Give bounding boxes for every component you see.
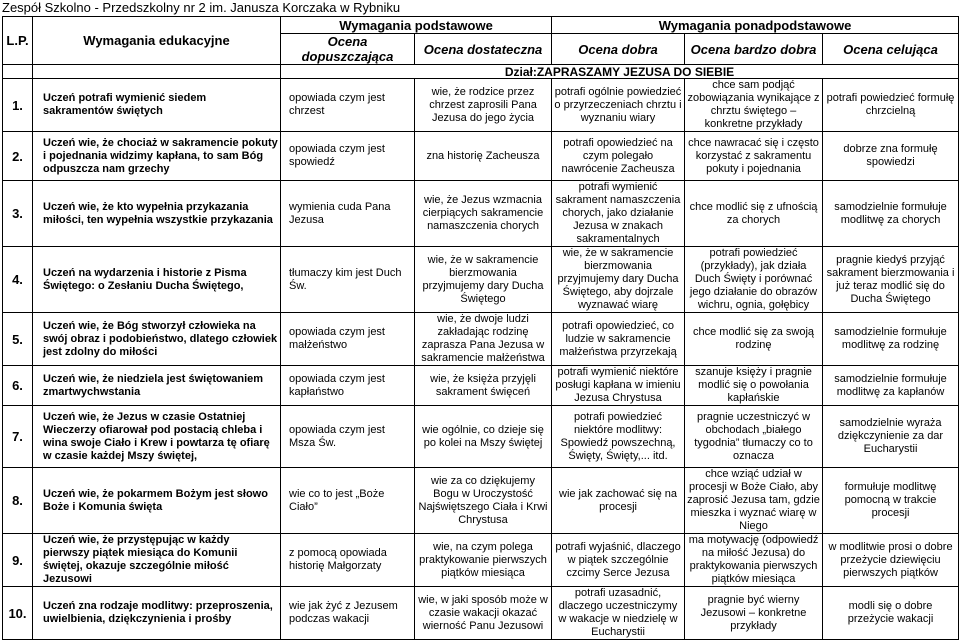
table-row: [3, 534, 959, 587]
requirement-text: Uczeń wie, że chociaż w sakramencie pokuty i pojednania widzimy kapłana, to sam Bóg odpuszcza nam grzechy: [33, 132, 281, 181]
grade-sufficient-text: opowiada czym jest małżeństwo: [281, 313, 415, 366]
lp-header: L.P.: [3, 17, 33, 65]
grade-very-good-text: ma motywację (odpowiedź na miłość Jezusa) do praktykowania pierwszych piątków miesiąca: [685, 534, 823, 587]
grade-good-text: wie jak zachować się na procesji: [552, 468, 685, 534]
requirement-text: Uczeń wie, że niedziela jest świętowaniem zmartwychwstania: [33, 366, 281, 406]
grade-very-good-text: chce modlić się za swoją rodzinę: [685, 313, 823, 366]
grade-very-good-text: pragnie uczestniczyć w obchodach „białego tygodnia” tłumaczy co to oznacza: [685, 406, 823, 468]
grade-good-text: potrafi wyjaśnić, dlaczego w piątek szczególnie czcimy Serce Jezusa: [552, 534, 685, 587]
requirement-text: Uczeń na wydarzenia i historie z Pisma Świętego: o Zesłaniu Ducha Świętego,: [33, 247, 281, 313]
table-row: [3, 587, 959, 640]
grade-satisfactory-text: wie, że rodzice przez chrzest zaprosili Pana Jezusa do jego życia: [415, 79, 552, 132]
requirement-text: Uczeń wie, że przystępując w każdy pierwszy piątek miesiąca do Komunii świętej, okazuje szczególnie miłość Jezusowi: [33, 534, 281, 587]
requirement-text: Uczeń potrafi wymienić siedem sakramentów świętych: [33, 79, 281, 132]
table-row: [3, 313, 959, 366]
school-header: Zespół Szkolno - Przedszkolny nr 2 im. Janusza Korczaka w Rybniku: [2, 0, 401, 15]
grade-excellent-text: w modlitwie prosi o dobre przeżycie dziewięciu pierwszych piątków: [823, 534, 959, 587]
grade-sufficient-text: wymienia cuda Pana Jezusa: [281, 181, 415, 247]
grade-good-text: wie, że w sakramencie bierzmowania przyjmujemy dary Ducha Świętego, aby dojrzale wyznawać wiarę: [552, 247, 685, 313]
grade-excellent-text: samodzielnie formułuje modlitwę za rodzinę: [823, 313, 959, 366]
grade-very-good-text: chce sam podjąć zobowiązania wynikające z chrztu świętego – konkretne przykłady: [685, 79, 823, 132]
grade-very-good-text: chce wziąć udział w procesji w Boże Ciało, aby zaprosić Jezusa tam, gdzie mieszka i wyznać wiarę w Niego: [685, 468, 823, 534]
row-number: 2.: [3, 132, 33, 181]
row-number: 10.: [3, 587, 33, 640]
grade-good-text: potrafi ogólnie powiedzieć o przyrzeczeniach chrztu i wyznaniu wiary: [552, 79, 685, 132]
requirement-text: Uczeń zna rodzaje modlitwy: przeproszenia, uwielbienia, dziękczynienia i prośby: [33, 587, 281, 640]
grade-header: Ocena bardzo dobra: [685, 34, 823, 65]
grade-sufficient-text: opowiada czym jest spowiedź: [281, 132, 415, 181]
row-number: 6.: [3, 366, 33, 406]
row-number: 1.: [3, 79, 33, 132]
requirement-text: Uczeń wie, że Jezus w czasie Ostatniej Wieczerzy ofiarował pod postacią chleba i wina swoje Ciało i Krew i powtarza tę ofiarę w czasie każdej Mszy świętej,: [33, 406, 281, 468]
grade-good-text: potrafi powiedzieć niektóre modlitwy: Spowiedź powszechną, Święty, Święty,... itd.: [552, 406, 685, 468]
division-row: [3, 65, 959, 79]
row-number: 5.: [3, 313, 33, 366]
grade-sufficient-text: opowiada czym jest kapłaństwo: [281, 366, 415, 406]
table-row: [3, 247, 959, 313]
grade-good-text: potrafi uzasadnić, dlaczego uczestniczymy w wakacje w niedzielę w Eucharystii: [552, 587, 685, 640]
requirements-table: [2, 16, 959, 640]
grade-satisfactory-text: wie, że księża przyjęli sakrament święceń: [415, 366, 552, 406]
basic-requirements-header: Wymagania podstawowe: [281, 17, 552, 34]
grade-sufficient-text: wie jak żyć z Jezusem podczas wakacji: [281, 587, 415, 640]
grade-excellent-text: formułuje modlitwę pomocną w trakcie procesji: [823, 468, 959, 534]
grade-very-good-text: szanuje księży i pragnie modlić się o powołania kapłańskie: [685, 366, 823, 406]
grade-satisfactory-text: wie, że dwoje ludzi zakładając rodzinę zaprasza Pana Jezusa w sakramencie małżeństwa: [415, 313, 552, 366]
grade-good-text: potrafi wymienić sakrament namaszczenia chorych, jako działanie Jezusa w znakach sakramentalnych: [552, 181, 685, 247]
table-row: [3, 79, 959, 132]
grade-sufficient-text: opowiada czym jest Msza Św.: [281, 406, 415, 468]
division-spacer-req: [33, 65, 281, 79]
grade-excellent-text: modli się o dobre przeżycie wakacji: [823, 587, 959, 640]
grade-header: Ocena dostateczna: [415, 34, 552, 65]
table-row: [3, 181, 959, 247]
grade-satisfactory-text: wie, na czym polega praktykowanie pierwszych piątków miesiąca: [415, 534, 552, 587]
requirement-text: Uczeń wie, że kto wypełnia przykazania miłości, ten wypełnia wszystkie przykazania: [33, 181, 281, 247]
grade-header: Ocena dopuszczająca: [281, 34, 415, 65]
grade-excellent-text: pragnie kiedyś przyjąć sakrament bierzmowania i już teraz modlić się do Ducha Świętego: [823, 247, 959, 313]
requirement-text: Uczeń wie, że Bóg stworzył człowieka na swój obraz i podobieństwo, dlatego człowiek jest zdolny do miłości: [33, 313, 281, 366]
grade-excellent-text: samodzielnie wyraża dziękczynienie za dar Eucharystii: [823, 406, 959, 468]
grade-very-good-text: chce nawracać się i często korzystać z sakramentu pokuty i pojednania: [685, 132, 823, 181]
grade-sufficient-text: opowiada czym jest chrzest: [281, 79, 415, 132]
division-title: Dział:ZAPRASZAMY JEZUSA DO SIEBIE: [281, 65, 959, 79]
row-number: 7.: [3, 406, 33, 468]
table-row: [3, 406, 959, 468]
grade-satisfactory-text: wie, że w sakramencie bierzmowania przyjmujemy dary Ducha Świętego: [415, 247, 552, 313]
grade-excellent-text: potrafi powiedzieć formułę chrzcielną: [823, 79, 959, 132]
advanced-requirements-header: Wymagania ponadpodstawowe: [552, 17, 959, 34]
grade-excellent-text: samodzielnie formułuje modlitwę za chorych: [823, 181, 959, 247]
grade-good-text: potrafi wymienić niektóre posługi kapłana w imieniu Jezusa Chrystusa: [552, 366, 685, 406]
grade-header: Ocena celująca: [823, 34, 959, 65]
row-number: 8.: [3, 468, 33, 534]
grade-header: Ocena dobra: [552, 34, 685, 65]
table-row: [3, 468, 959, 534]
grade-satisfactory-text: wie, że Jezus wzmacnia cierpiących sakramencie namaszczenia chorych: [415, 181, 552, 247]
grade-sufficient-text: wie co to jest „Boże Ciało”: [281, 468, 415, 534]
requirements-header: Wymagania edukacyjne: [33, 17, 281, 65]
grade-excellent-text: samodzielnie formułuje modlitwę za kapłanów: [823, 366, 959, 406]
grade-satisfactory-text: wie za co dziękujemy Bogu w Uroczystość Najświętszego Ciała i Krwi Chrystusa: [415, 468, 552, 534]
grade-very-good-text: chce modlić się z ufnością za chorych: [685, 181, 823, 247]
table-row: [3, 366, 959, 406]
grade-very-good-text: potrafi powiedzieć (przykłady), jak działa Duch Święty i porównać jego działanie do obrazów wichru, ognia, gołębicy: [685, 247, 823, 313]
row-number: 4.: [3, 247, 33, 313]
row-number: 9.: [3, 534, 33, 587]
grade-satisfactory-text: wie ogólnie, co dzieje się po kolei na Mszy świętej: [415, 406, 552, 468]
grade-good-text: potrafi opowiedzieć na czym polegało nawrócenie Zacheusza: [552, 132, 685, 181]
row-number: 3.: [3, 181, 33, 247]
grade-sufficient-text: tłumaczy kim jest Duch Św.: [281, 247, 415, 313]
grade-satisfactory-text: wie, w jaki sposób może w czasie wakacji okazać wierność Panu Jezusowi: [415, 587, 552, 640]
grade-satisfactory-text: zna historię Zacheusza: [415, 132, 552, 181]
grade-very-good-text: pragnie być wierny Jezusowi – konkretne przykłady: [685, 587, 823, 640]
grade-sufficient-text: z pomocą opowiada historię Małgorzaty: [281, 534, 415, 587]
grade-excellent-text: dobrze zna formułę spowiedzi: [823, 132, 959, 181]
division-spacer-lp: [3, 65, 33, 79]
requirement-text: Uczeń wie, że pokarmem Bożym jest słowo Boże i Komunia święta: [33, 468, 281, 534]
header-row-main: [3, 17, 959, 34]
table-row: [3, 132, 959, 181]
grade-good-text: potrafi opowiedzieć, co ludzie w sakramencie małżeństwa przyrzekają: [552, 313, 685, 366]
